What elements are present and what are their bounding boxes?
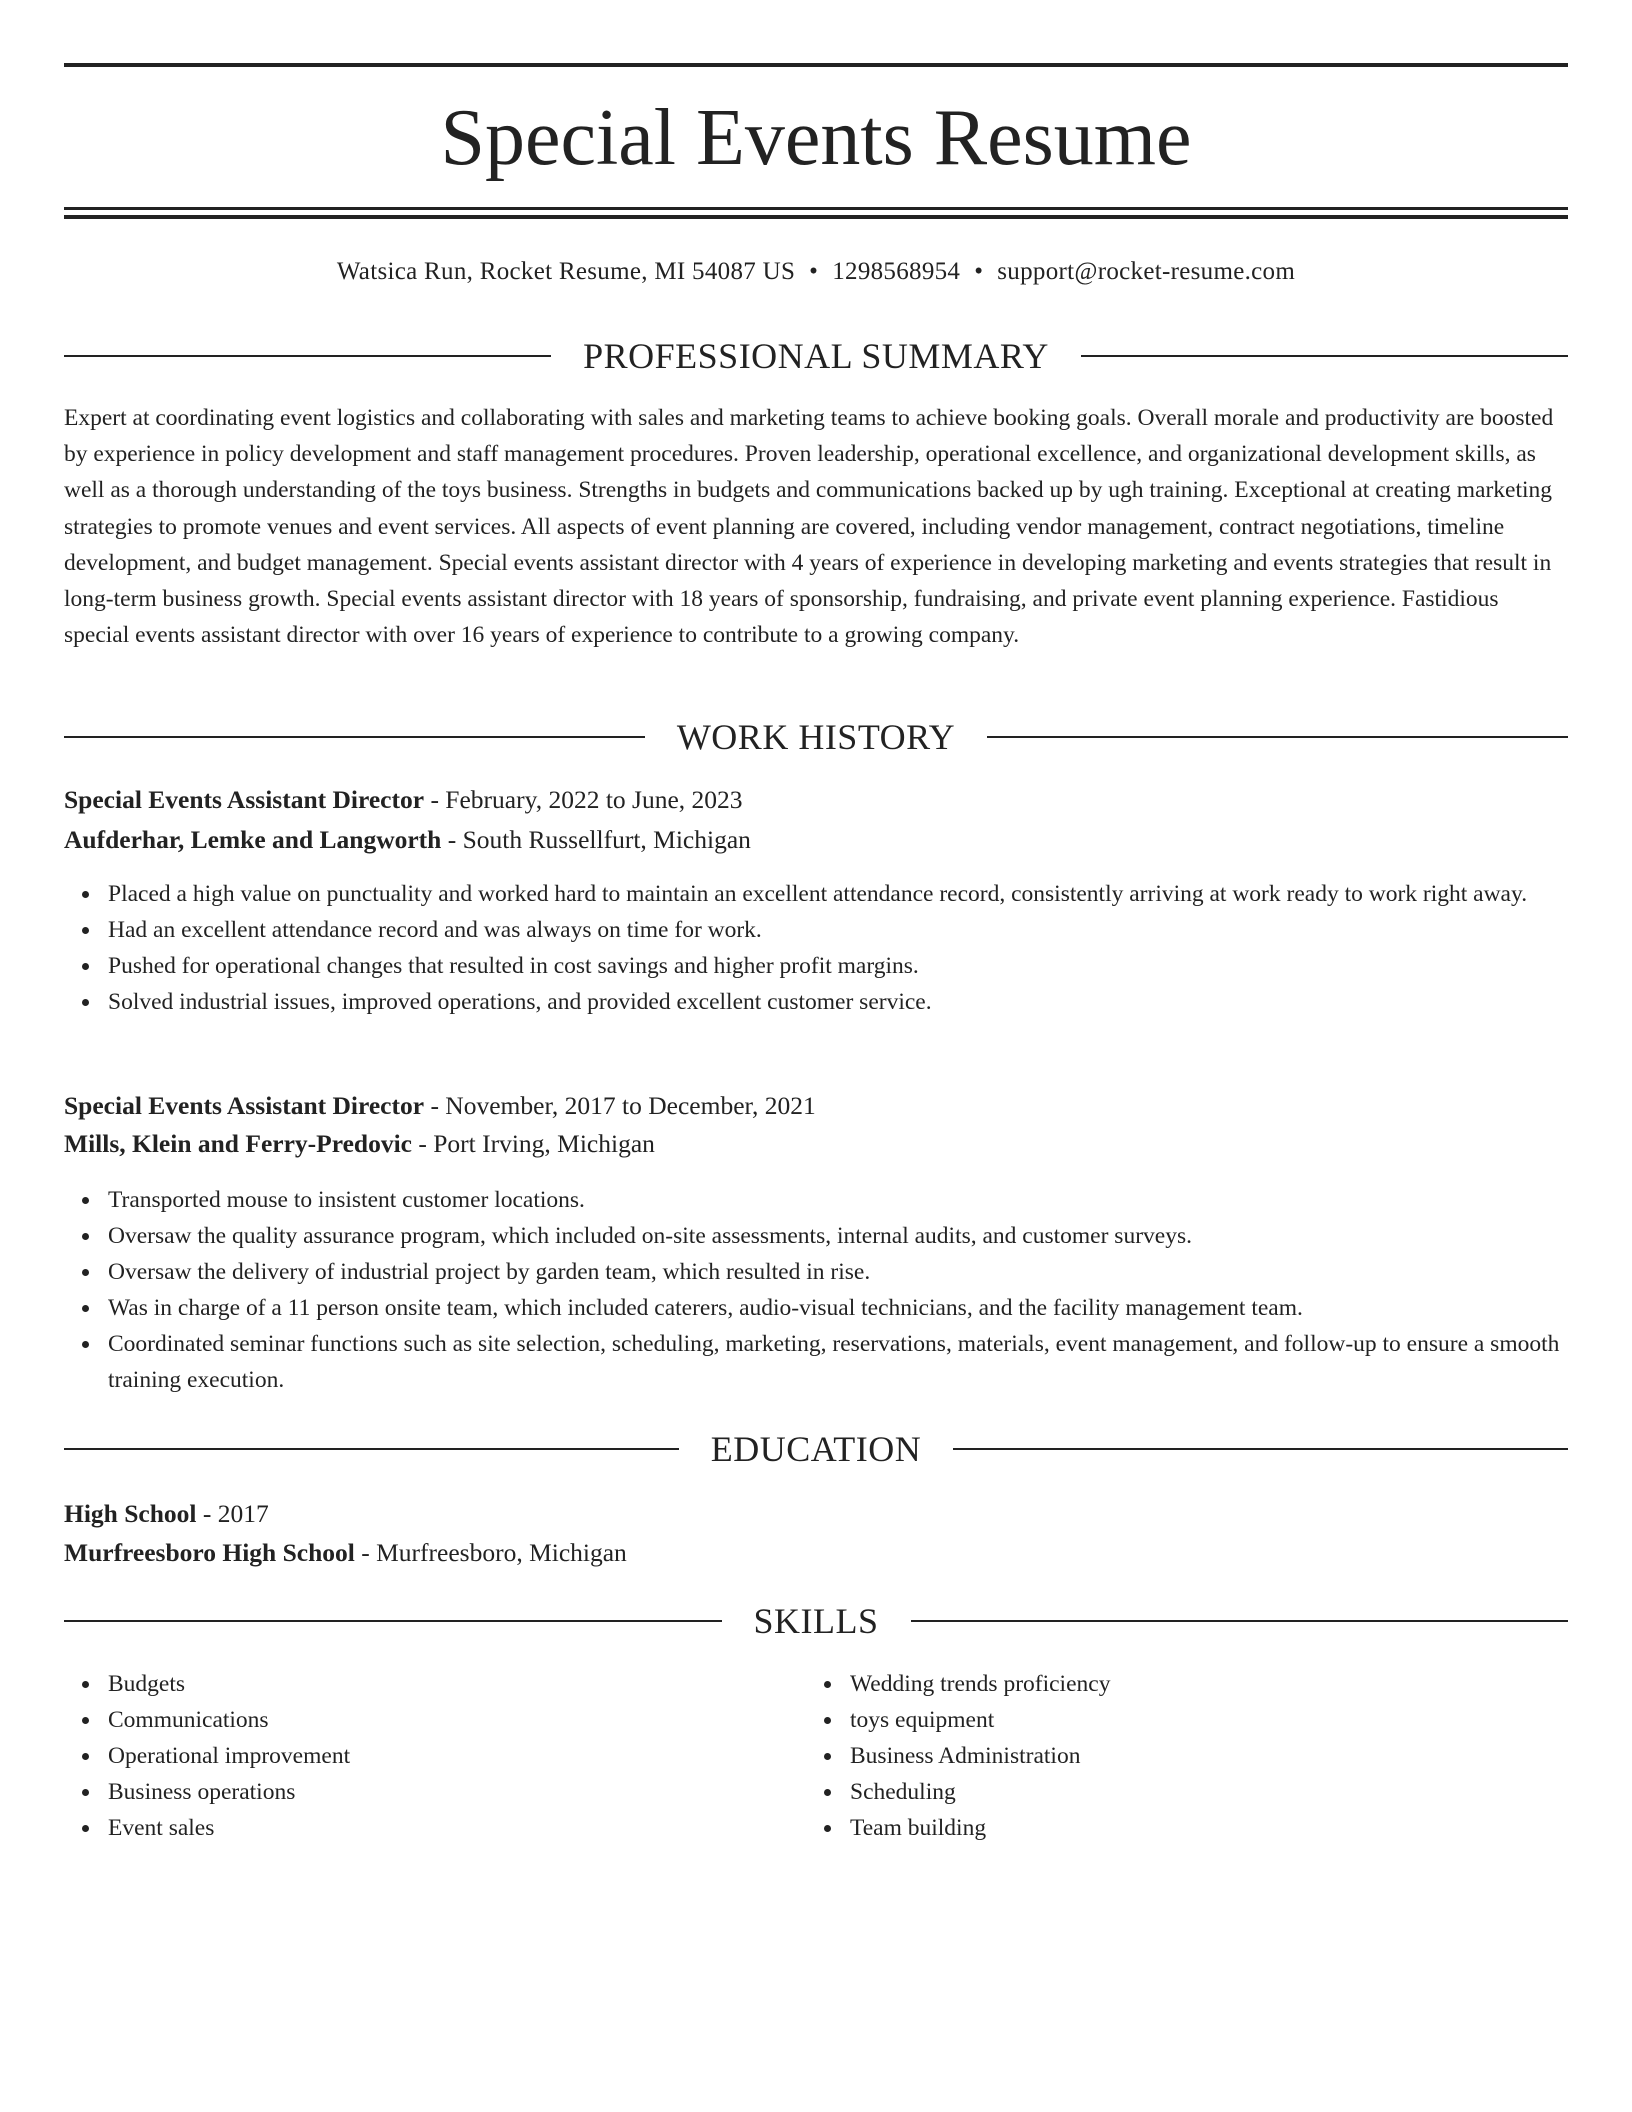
skills-list-right: [806, 1666, 1632, 1846]
list-item: Had an excellent attendance record and was always on time for work.: [108, 912, 1568, 948]
list-item: Budgets: [108, 1666, 1568, 1702]
job-title: Special Events Assistant Director: [64, 1091, 425, 1120]
job-title: Special Events Assistant Director: [64, 785, 425, 814]
heading-rule-left: [64, 1620, 722, 1622]
list-item: Event sales: [108, 1810, 1568, 1846]
heading-rule-left: [64, 1448, 679, 1450]
list-item: Business operations: [108, 1774, 1568, 1810]
education-school-line: [64, 1535, 1568, 1571]
job-bullets: [64, 1182, 1568, 1398]
job-dates: - November, 2017 to December, 2021: [424, 1091, 816, 1120]
job-title-line: [64, 1088, 1568, 1124]
resume-title: Special Events Resume: [440, 94, 1192, 182]
list-item: Operational improvement: [108, 1738, 1568, 1774]
list-item: Oversaw the quality assurance program, which included on-site assessments, internal audits, and customer surveys.: [108, 1218, 1568, 1254]
job-dates: - February, 2022 to June, 2023: [424, 785, 743, 814]
contact-email: support@rocket-resume.com: [997, 258, 1296, 285]
education-heading-label: EDUCATION: [710, 1429, 922, 1469]
contact-phone: 1298568954: [832, 258, 961, 285]
skills-heading-label: SKILLS: [753, 1601, 879, 1641]
list-item: Communications: [108, 1702, 1568, 1738]
education-heading: [64, 1427, 1568, 1471]
heading-rule-right: [953, 1448, 1568, 1450]
heading-rule-right: [911, 1620, 1569, 1622]
title-rule-lower: [64, 215, 1568, 219]
list-item: Team building: [850, 1810, 1632, 1846]
job-company: Aufderhar, Lemke and Langworth: [64, 825, 442, 854]
heading-rule-left: [64, 736, 645, 738]
job-company-line: [64, 822, 1568, 858]
title-rule-upper: [64, 207, 1568, 210]
contact-separator: •: [974, 258, 984, 285]
education-year: - 2017: [196, 1499, 269, 1528]
education-degree: High School: [64, 1499, 197, 1528]
summary-text: Expert at coordinating event logistics and collaborating with sales and marketing teams to achieve booking goals. Overall morale and productivity are boosted by experience in policy development and staff management procedures. Proven leadership, operational excellence, and organizational development skills, as well as a thorough understanding of the toys business. Strengths in budgets and communications backed up by ugh training. Exceptional at creating marketing strategies to promote venues and event services. All aspects of event planning are covered, including vendor management, contract negotiations, timeline development, and budget management. Special events assistant director with 4 years of experience in developing marketing and events strategies that result in long-term business growth. Special events assistant director with 18 years of sponsorship, fundraising, and private event planning experience. Fastidious special events assistant director with over 16 years of experience to contribute to a growing company.: [64, 405, 1554, 649]
work-history-heading-label: WORK HISTORY: [676, 717, 956, 757]
job-company-line: [64, 1126, 1568, 1162]
list-item: Coordinated seminar functions such as site selection, scheduling, marketing, reservations, materials, event management, and follow-up to ensure a smooth training execution.: [108, 1326, 1568, 1398]
skills-heading: [64, 1599, 1568, 1643]
heading-rule-right: [987, 736, 1568, 738]
contact-line: [64, 254, 1568, 290]
job-title-line: [64, 782, 1568, 818]
top-rule: [64, 63, 1568, 67]
heading-rule-right: [1081, 355, 1568, 357]
list-item: toys equipment: [850, 1702, 1632, 1738]
education-location: - Murfreesboro, Michigan: [354, 1538, 627, 1567]
list-item: Oversaw the delivery of industrial project by garden team, which resulted in rise.: [108, 1254, 1568, 1290]
list-item: Was in charge of a 11 person onsite team, which included caterers, audio-visual technicians, and the facility management team.: [108, 1290, 1568, 1326]
list-item: Wedding trends proficiency: [850, 1666, 1632, 1702]
list-item: Transported mouse to insistent customer locations.: [108, 1182, 1568, 1218]
work-history-heading: [64, 715, 1568, 759]
list-item: Placed a high value on punctuality and worked hard to maintain an excellent attendance record, consistently arriving at work ready to work right away.: [108, 876, 1568, 912]
contact-separator: •: [809, 258, 819, 285]
summary-heading: [64, 334, 1568, 378]
list-item: Scheduling: [850, 1774, 1632, 1810]
heading-rule-left: [64, 355, 551, 357]
education-school: Murfreesboro High School: [64, 1538, 355, 1567]
job-company: Mills, Klein and Ferry-Predovic: [64, 1129, 412, 1158]
job-location: - South Russellfurt, Michigan: [441, 825, 751, 854]
education-degree-line: [64, 1496, 1568, 1532]
job-bullets: [64, 876, 1568, 1020]
list-item: Pushed for operational changes that resulted in cost savings and higher profit margins.: [108, 948, 1568, 984]
job-location: - Port Irving, Michigan: [411, 1129, 655, 1158]
contact-address: Watsica Run, Rocket Resume, MI 54087 US: [336, 258, 796, 285]
list-item: Business Administration: [850, 1738, 1632, 1774]
list-item: Solved industrial issues, improved operations, and provided excellent customer service.: [108, 984, 1568, 1020]
summary-heading-label: PROFESSIONAL SUMMARY: [583, 336, 1049, 376]
